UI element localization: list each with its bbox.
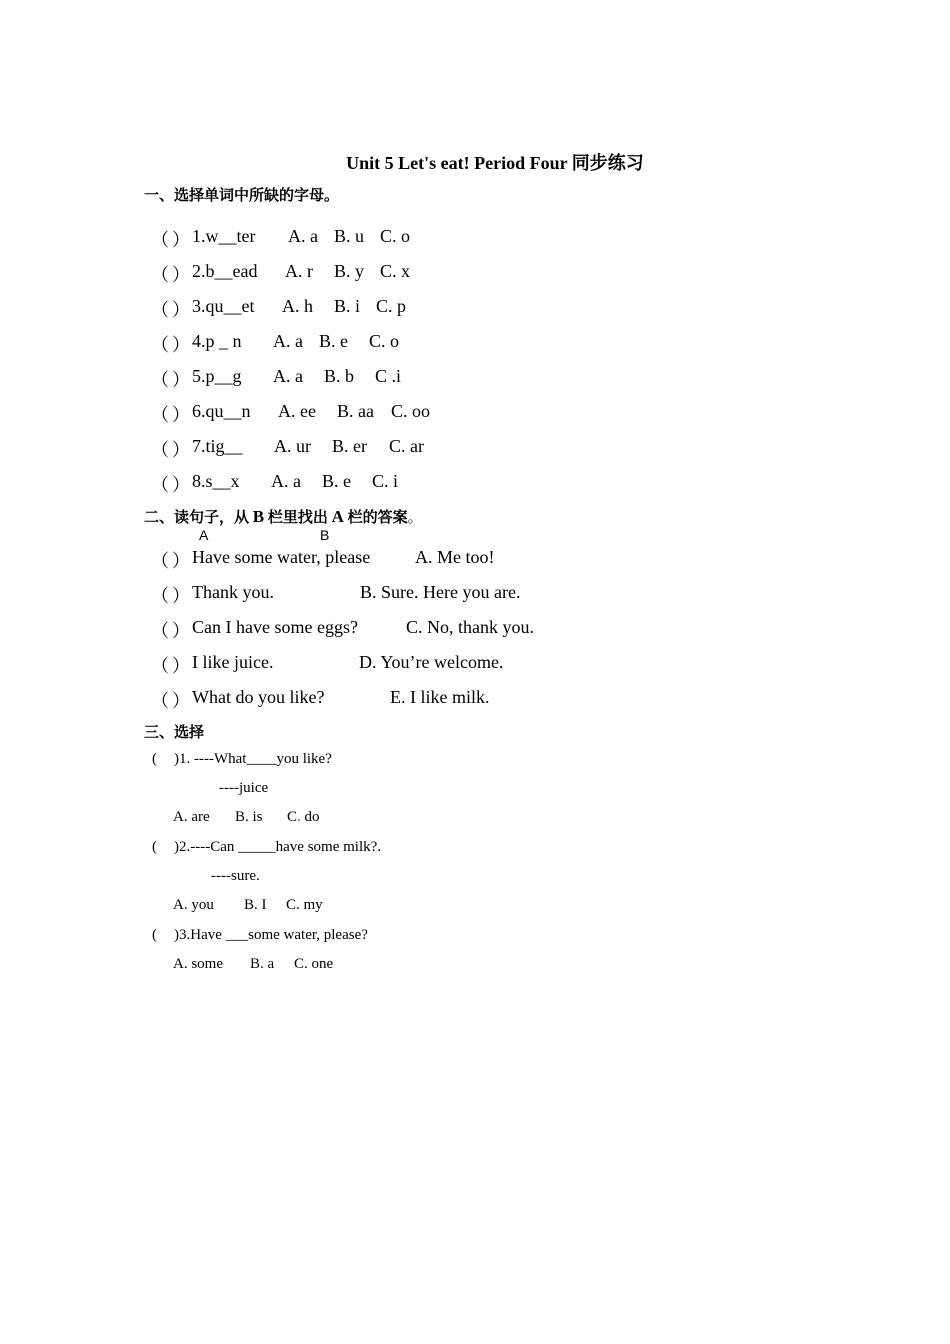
answer-paren-close: ）	[172, 586, 190, 606]
section-1-heading: 一、选择单词中所缺的字母。	[144, 186, 340, 204]
option-a: A. ee	[278, 401, 316, 421]
sentence-a: Can I have some eggs?	[192, 617, 358, 637]
column-a-label: A	[199, 527, 209, 543]
answer-b: C. No, thank you.	[406, 617, 534, 637]
option-b: B. aa	[337, 401, 374, 421]
option-c: C. o	[380, 226, 411, 246]
option-b: B. er	[332, 436, 367, 456]
option-a: A. a	[271, 471, 301, 491]
question-word: 2.b__ead	[192, 261, 258, 281]
option-c: C. x	[380, 261, 411, 281]
q3-stem: )3.Have ___some water, please?	[174, 927, 368, 943]
option-c: C. o	[369, 331, 400, 351]
question-word: 8.s__x	[192, 471, 240, 491]
q3-option-a: A. some	[173, 956, 223, 972]
q2-stem: )2.----Can _____have some milk?.	[174, 839, 382, 855]
answer-paren-open: （	[151, 621, 169, 641]
q3-paren: (	[152, 927, 157, 943]
sentence-a: What do you like?	[192, 687, 325, 707]
q3-option-c: C. one	[294, 956, 334, 972]
option-b: B. e	[322, 471, 351, 491]
answer-paren-open: （	[151, 265, 169, 285]
option-b: B. e	[319, 331, 348, 351]
option-b: B. y	[334, 261, 365, 281]
option-a: A. a	[273, 366, 303, 386]
sentence-a: Thank you.	[192, 582, 274, 602]
answer-paren-open: （	[151, 656, 169, 676]
answer-paren-close: ）	[172, 265, 190, 285]
question-word: 1.w__ter	[192, 226, 256, 246]
q3-option-b: B. a	[250, 956, 275, 972]
answer-paren-close: ）	[172, 656, 190, 676]
option-a: A. a	[273, 331, 303, 351]
option-a: A. ur	[274, 436, 311, 456]
answer-b: D. You’re welcome.	[359, 652, 504, 672]
option-b: B. b	[324, 366, 355, 386]
answer-paren-open: （	[151, 230, 169, 250]
answer-paren-close: ）	[172, 405, 190, 425]
q1-option-c: C. do	[287, 809, 320, 825]
q1-reply: ----juice	[219, 780, 269, 796]
q2-paren: (	[152, 839, 157, 855]
answer-paren-open: （	[151, 475, 169, 495]
sentence-a: Have some water, please	[192, 547, 371, 567]
column-b-label: B	[320, 527, 330, 543]
answer-paren-open: （	[151, 405, 169, 425]
option-c: C. ar	[389, 436, 424, 456]
answer-paren-open: （	[151, 370, 169, 390]
q2-reply: ----sure.	[211, 868, 260, 884]
option-b: B. i	[334, 296, 361, 316]
answer-paren-open: （	[151, 551, 169, 571]
option-a: A. r	[285, 261, 313, 281]
answer-b: E. I like milk.	[390, 687, 490, 707]
question-word: 4.p _ n	[192, 331, 242, 351]
option-c: C. oo	[391, 401, 431, 421]
q2-option-b: B. I	[244, 897, 267, 913]
question-word: 6.qu__n	[192, 401, 251, 421]
page-title: Unit 5 Let's eat! Period Four 同步练习	[346, 153, 644, 173]
option-a: A. a	[288, 226, 318, 246]
q2-option-c: C. my	[286, 897, 323, 913]
question-word: 7.tig__	[192, 436, 243, 456]
option-b: B. u	[334, 226, 365, 246]
q1-paren: (	[152, 751, 157, 767]
section-3-heading: 三、选择	[144, 723, 205, 741]
answer-paren-open: （	[151, 335, 169, 355]
answer-paren-close: ）	[172, 621, 190, 641]
answer-paren-open: （	[151, 300, 169, 320]
answer-paren-close: ）	[172, 230, 190, 250]
option-c: C. p	[376, 296, 407, 316]
q1-option-a: A. are	[173, 809, 210, 825]
answer-paren-close: ）	[172, 370, 190, 390]
answer-paren-close: ）	[172, 475, 190, 495]
q1-option-b: B. is	[235, 809, 263, 825]
answer-paren-open: （	[151, 691, 169, 711]
answer-paren-close: ）	[172, 551, 190, 571]
section-2-heading: 二、读句子，从 B 栏里找出 A 栏的答案。	[144, 507, 423, 526]
option-c: C. i	[372, 471, 399, 491]
q2-option-a: A. you	[173, 897, 214, 913]
question-word: 5.p__g	[192, 366, 242, 386]
answer-b: A. Me too!	[415, 547, 495, 567]
q1-stem: )1. ----What____you like?	[174, 751, 332, 767]
sentence-a: I like juice.	[192, 652, 274, 672]
option-a: A. h	[282, 296, 313, 316]
answer-paren-close: ）	[172, 335, 190, 355]
answer-paren-close: ）	[172, 691, 190, 711]
answer-paren-close: ）	[172, 300, 190, 320]
question-word: 3.qu__et	[192, 296, 255, 316]
answer-b: B. Sure. Here you are.	[360, 582, 521, 602]
answer-paren-open: （	[151, 586, 169, 606]
answer-paren-close: ）	[172, 440, 190, 460]
option-c: C .i	[375, 366, 402, 386]
answer-paren-open: （	[151, 440, 169, 460]
